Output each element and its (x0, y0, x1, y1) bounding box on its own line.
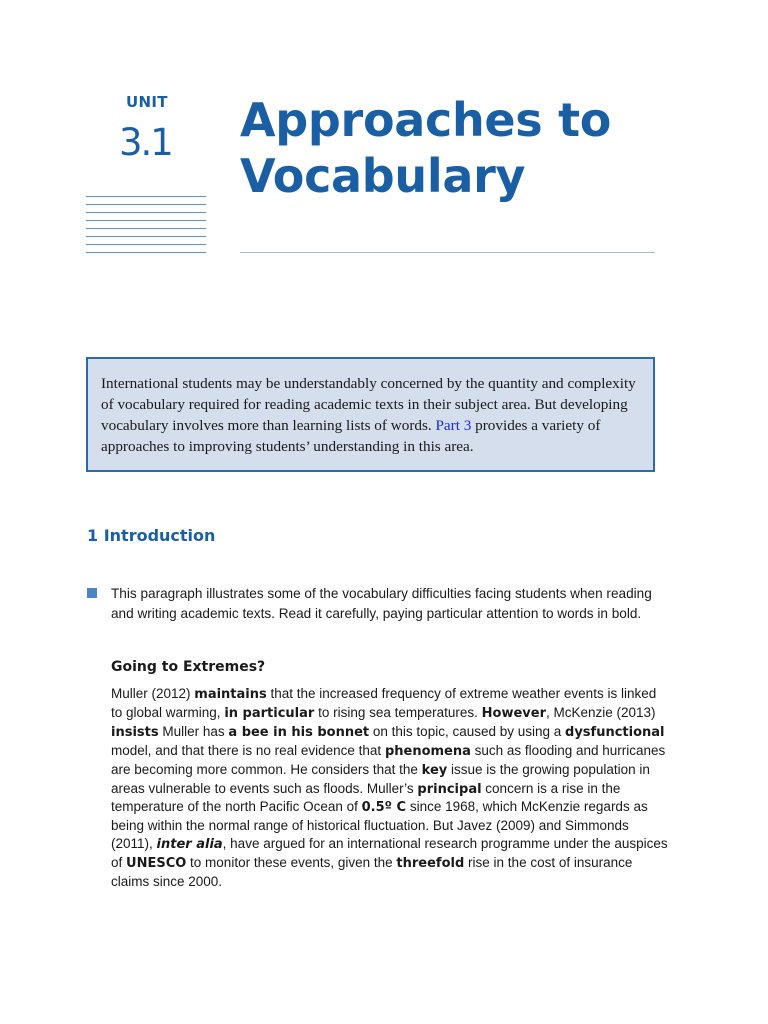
page-title (240, 92, 680, 204)
passage-title: Going to Extremes? (111, 659, 266, 675)
passage-segment: Muller (2012) (111, 686, 195, 701)
instruction-text: This paragraph illustrates some of the vocabulary difficulties facing students when reading and writing academic texts. Read it carefully, paying particular attention to words in bold. (111, 586, 652, 621)
vocabulary-term: UNESCO (126, 856, 187, 872)
vocabulary-term: a bee in his bonnet (228, 724, 370, 740)
square-bullet-icon (87, 588, 97, 598)
unit-number: 3.1 (119, 121, 172, 164)
passage-segment: concern is a rise in the temperature of the north Pacific Ocean of (111, 780, 621, 815)
vocabulary-term: However (481, 705, 546, 721)
vocabulary-term: principal (417, 781, 482, 797)
passage-segment: issue is the growing population in areas vulnerable to events such as floods. Muller’s (111, 761, 650, 796)
page-title-line-1: Approaches to (240, 93, 612, 147)
vocabulary-term: maintains (194, 687, 267, 702)
vocabulary-term: dysfunctional (565, 724, 665, 740)
intro-text-continued: provides a variety of approaches to improving students’ understanding in this area. (101, 417, 601, 455)
vocabulary-term: 0.5º C (361, 800, 407, 816)
part-3-link[interactable]: Part 3 (435, 417, 472, 434)
passage-segment: such as flooding and hurricanes are becoming more common. He considers that the (111, 742, 666, 777)
vocabulary-term: phenomena (384, 743, 471, 759)
passage-segment: since 1968, which McKenzie regards as being within the normal range of historical fluctuation. But Javez (2009) and Simmonds (2011), (111, 799, 648, 852)
title-divider (240, 252, 655, 253)
passage-segment: rise in the cost of insurance claims since 2000. (111, 855, 633, 890)
unit-label: UNIT (126, 93, 168, 111)
vocabulary-term: threefold (396, 856, 465, 872)
vocabulary-term: in particular (224, 705, 315, 721)
vocabulary-term: insists (111, 724, 159, 740)
passage-segment: that the increased frequency of extreme weather events is linked to global warming, (111, 686, 657, 720)
passage-segment: to rising sea temperatures. (314, 704, 482, 720)
passage-segment: on this topic, caused by using a (369, 723, 566, 739)
intro-box (86, 357, 655, 472)
vocabulary-term: key (421, 762, 448, 778)
page-title-line-2: Vocabulary (240, 149, 526, 203)
passage-segment: Muller has (158, 723, 229, 739)
passage-text (111, 685, 671, 891)
unit-decorative-lines (86, 196, 206, 260)
passage-segment: , McKenzie (2013) (545, 704, 656, 720)
section-heading: 1 Introduction (87, 526, 216, 545)
passage-segment: to monitor these events, given the (186, 855, 397, 871)
vocabulary-term: inter alia (156, 837, 223, 853)
passage-segment: model, and that there is no real evidence that (111, 742, 385, 758)
intro-text: International students may be understandably concerned by the quantity and complexity of vocabulary required for reading academic texts in their subject area. But developing vocabulary involves more than learning lists of words. (101, 375, 636, 434)
passage-segment: , have argued for an international research programme under the auspices of (111, 836, 668, 871)
